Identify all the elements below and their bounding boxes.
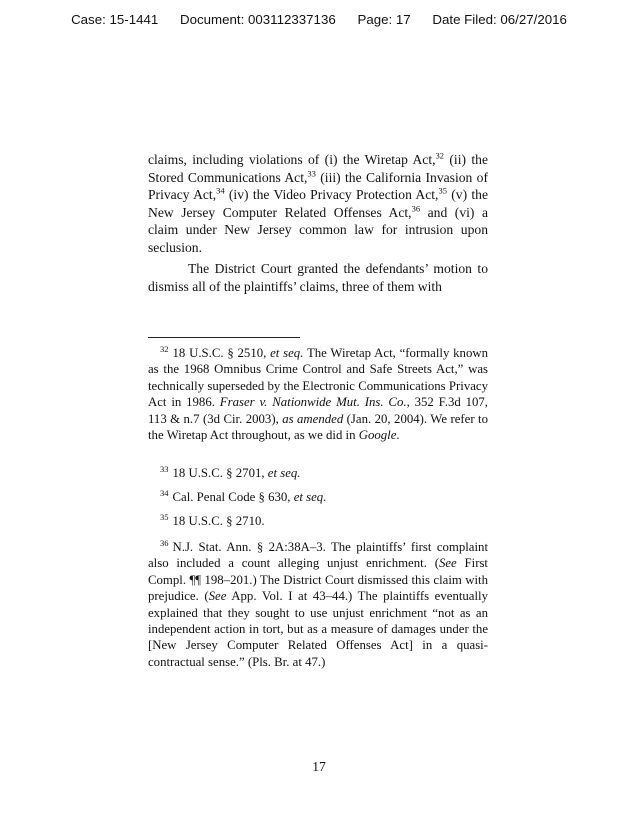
footnote-number: 34 [160,487,169,498]
footnote-33 [148,465,488,481]
document-number: Document: 003112337136 [180,12,336,27]
text: 18 U.S.C. § 2710. [172,514,265,528]
text: claims, including violations of (i) the Wiretap Act, [148,152,436,167]
footnote-ref-32[interactable]: 32 [435,150,445,161]
text: The Wiretap Act, “formally known as the 1968 Omnibus Crime Control and Safe Streets Act,” was technically superseded by the Electronic Communications Privacy Act in 1986. [148,346,488,410]
footnote-number: 35 [160,511,169,522]
text: (iv) the Video Privacy Protection Act, [224,187,439,203]
page-number: 17 [312,759,326,774]
body-paragraph-1 [148,151,488,257]
italic-text: as amended [282,411,344,426]
body-paragraph-2: The District Court granted the defendants’ motion to dismiss all of the plaintiffs’ claims, three of them with [148,261,488,294]
header-page: Page: 17 [357,12,411,27]
footnote-32 [148,345,488,443]
text: (iii) the California Invasion of Privacy Act, [148,169,489,203]
text: 18 U.S.C. § 2510, [172,346,271,360]
italic-text: et seq. [270,346,304,360]
footnote-ref-35[interactable]: 35 [438,185,447,196]
text: (v) the New Jersey Computer Related Offenses Act, [148,187,488,220]
text: First Compl. ¶¶ 198–201.) The District Court dismissed this claim with prejudice. ( [148,556,488,604]
text: N.J. Stat. Ann. § 2A:38A–3. The plaintiffs’ first complaint also included a count alleging unjust enrichment. ( [148,540,488,571]
date-filed: Date Filed: 06/27/2016 [432,12,567,27]
text: , 352 F.3d 107, 113 & n.7 (3d Cir. 2003), [148,395,488,426]
footnote-number: 33 [160,463,169,474]
case-citation: Fraser v. Nationwide Mut. Ins. Co. [219,395,407,410]
text: (ii) the Stored Communications Act, [148,152,488,185]
footnote-ref-34[interactable]: 34 [216,185,225,196]
text: (Jan. 20, 2004). We refer to the Wiretap Act throughout, as we did in [148,411,488,443]
italic-text: et seq. [293,490,327,504]
footnote-35 [148,513,488,529]
text: and (vi) a claim under New Jersey common law for intrusion upon seclusion. [148,204,488,255]
footnote-36 [148,539,488,670]
italic-text: See [208,589,227,604]
footnote-number: 32 [160,343,169,354]
case-citation: Google [358,428,397,443]
footnote-34 [148,489,488,505]
case-number: Case: 15-1441 [71,12,159,27]
text: App. Vol. I at 43–44.) The plaintiffs eventually explained that they sought to use unjust enrichment “not as an independent action in tort, but as a measure of damages under the [New Jersey Computer Related Offenses Act] in a quasi-contractual sense.” (Pls. Br. at 47.) [148,589,488,669]
italic-text: See [438,556,457,571]
text: . [396,428,400,443]
footnote-number: 36 [160,537,169,548]
text: 18 U.S.C. § 2701, [172,466,268,480]
text: Cal. Penal Code § 630, [172,490,294,504]
italic-text: et seq. [267,466,301,480]
footnote-ref-33[interactable]: 33 [307,168,316,179]
footnote-separator [148,337,300,338]
footnote-ref-36[interactable]: 36 [411,203,421,214]
docket-header [0,12,638,27]
